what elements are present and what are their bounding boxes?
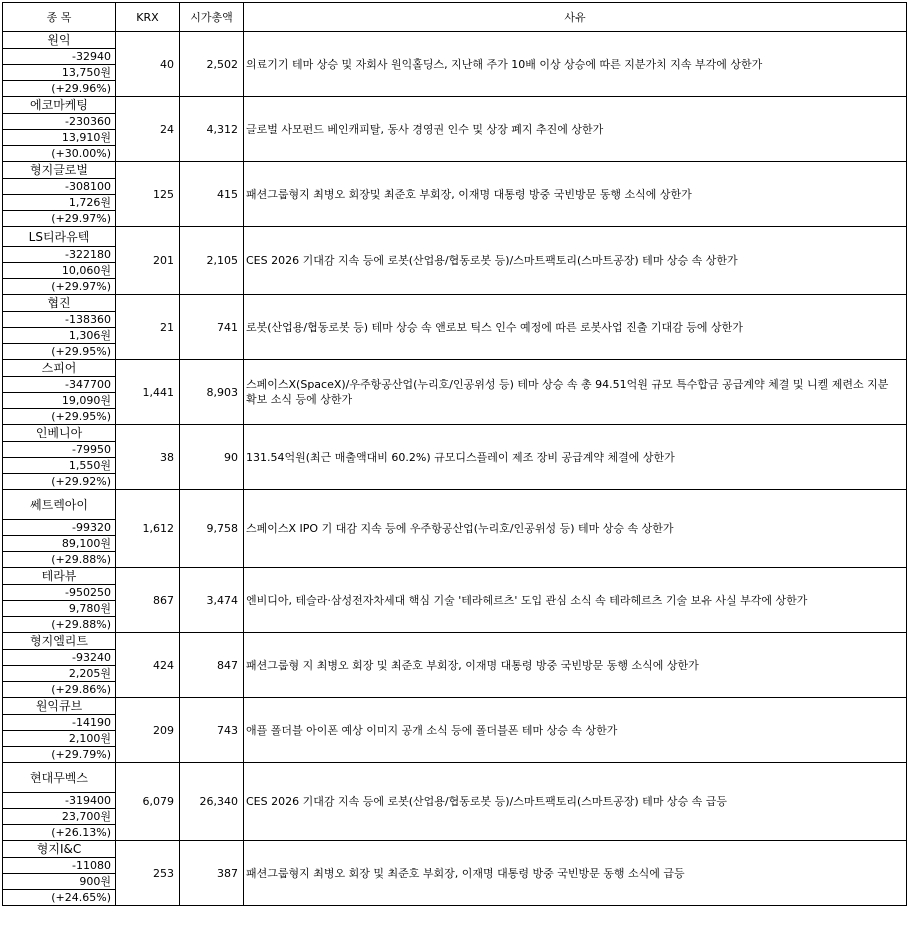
stock-name: 현대무벡스 <box>3 763 115 793</box>
stock-price: 1,550원 <box>3 458 115 474</box>
stock-cell <box>3 295 116 360</box>
market-cap-value: 2,502 <box>180 32 244 97</box>
table-row <box>3 227 907 295</box>
stock-code: -11080 <box>3 858 115 874</box>
stock-change: (+30.00%) <box>51 147 111 160</box>
stock-change: (+29.88%) <box>51 618 111 631</box>
market-cap-value: 3,474 <box>180 568 244 633</box>
stock-name: 형지엘리트 <box>3 633 115 650</box>
stock-name: 테라뷰 <box>3 568 115 585</box>
market-cap-value: 2,105 <box>180 227 244 295</box>
stock-code: -93240 <box>3 650 115 666</box>
krx-value: 6,079 <box>116 763 180 841</box>
reason-text: 스페이스X IPO 기 대감 지속 등에 우주항공산업(누리호/인공위성 등) 테마 상승 속 상한가 <box>244 490 907 568</box>
stock-code: -138360 <box>3 312 115 328</box>
reason-text: 131.54억원(최근 매출액대비 60.2%) 규모디스플레이 제조 장비 공급계약 체결에 상한가 <box>244 425 907 490</box>
krx-value: 125 <box>116 162 180 227</box>
market-cap-value: 387 <box>180 841 244 906</box>
stock-change: (+29.88%) <box>51 553 111 566</box>
stock-name: 형지I&C <box>3 841 115 858</box>
table-row <box>3 633 907 698</box>
stock-change: (+29.95%) <box>51 345 111 358</box>
table-row <box>3 97 907 162</box>
stock-change: (+29.97%) <box>51 280 111 293</box>
stock-code: -308100 <box>3 179 115 195</box>
stock-code: -319400 <box>3 793 115 809</box>
stock-cell <box>3 568 116 633</box>
krx-value: 24 <box>116 97 180 162</box>
header-krx: KRX <box>116 3 180 32</box>
table-row <box>3 295 907 360</box>
stock-code: -32940 <box>3 49 115 65</box>
header-row <box>3 3 907 32</box>
reason-text: 엔비디아, 테슬라·삼성전자차세대 핵심 기술 '테라헤르츠' 도입 관심 소식 속 테라헤르츠 기술 보유 사실 부각에 상한가 <box>244 568 907 633</box>
stock-price: 19,090원 <box>3 393 115 409</box>
reason-text: 애플 폴더블 아이폰 예상 이미지 공개 소식 등에 폴더블폰 테마 상승 속 상한가 <box>244 698 907 763</box>
stock-price: 1,306원 <box>3 328 115 344</box>
stock-price: 900원 <box>3 874 115 890</box>
table-row <box>3 698 907 763</box>
header-market-cap: 시가총액 <box>180 3 244 32</box>
krx-value: 40 <box>116 32 180 97</box>
stock-price: 2,205원 <box>3 666 115 682</box>
market-cap-value: 847 <box>180 633 244 698</box>
stock-change: (+29.95%) <box>51 410 111 423</box>
reason-text: 스페이스X(SpaceX)/우주항공산업(누리호/인공위성 등) 테마 상승 속 총 94.51억원 규모 특수합금 공급계약 체결 및 니켈 제련소 지분 확보 소식 등에 상한가 <box>244 360 907 425</box>
krx-value: 867 <box>116 568 180 633</box>
stock-name: 인베니아 <box>3 425 115 442</box>
market-cap-value: 90 <box>180 425 244 490</box>
stock-name: LS티라유텍 <box>3 227 115 247</box>
table-row <box>3 841 907 906</box>
table-body <box>3 32 907 906</box>
stock-price: 2,100원 <box>3 731 115 747</box>
stock-code: -322180 <box>3 247 115 263</box>
stock-name: 협진 <box>3 295 115 312</box>
market-cap-value: 8,903 <box>180 360 244 425</box>
reason-text: CES 2026 기대감 지속 등에 로봇(산업용/협동로봇 등)/스마트팩토리(스마트공장) 테마 상승 속 급등 <box>244 763 907 841</box>
table-row <box>3 490 907 568</box>
stock-cell <box>3 841 116 906</box>
market-cap-value: 741 <box>180 295 244 360</box>
stock-change: (+29.92%) <box>51 475 111 488</box>
stock-change: (+29.96%) <box>51 82 111 95</box>
stock-cell <box>3 633 116 698</box>
market-cap-value: 743 <box>180 698 244 763</box>
stock-code: -950250 <box>3 585 115 601</box>
stock-change: (+29.86%) <box>51 683 111 696</box>
reason-text: 의료기기 테마 상승 및 자회사 원익홀딩스, 지난해 주가 10배 이상 상승에 따른 지분가치 지속 부각에 상한가 <box>244 32 907 97</box>
stock-price: 10,060원 <box>3 263 115 279</box>
stock-code: -99320 <box>3 520 115 536</box>
stock-price: 23,700원 <box>3 809 115 825</box>
stock-change: (+29.79%) <box>51 748 111 761</box>
table-row <box>3 360 907 425</box>
reason-text: CES 2026 기대감 지속 등에 로봇(산업용/협동로봇 등)/스마트팩토리(스마트공장) 테마 상승 속 상한가 <box>244 227 907 295</box>
krx-value: 21 <box>116 295 180 360</box>
market-cap-value: 415 <box>180 162 244 227</box>
stock-price: 13,750원 <box>3 65 115 81</box>
stock-name: 쎄트렉아이 <box>3 490 115 520</box>
header-stock: 종 목 <box>3 3 116 32</box>
stock-code: -79950 <box>3 442 115 458</box>
stock-cell <box>3 425 116 490</box>
market-cap-value: 9,758 <box>180 490 244 568</box>
stock-cell <box>3 490 116 568</box>
header-reason: 사유 <box>244 3 907 32</box>
reason-text: 패션그룹형지 최병오 회장및 최준호 부회장, 이재명 대통령 방중 국빈방문 동행 소식에 상한가 <box>244 162 907 227</box>
stock-cell <box>3 360 116 425</box>
stock-code: -347700 <box>3 377 115 393</box>
krx-value: 201 <box>116 227 180 295</box>
table-row <box>3 568 907 633</box>
stock-change: (+29.97%) <box>51 212 111 225</box>
reason-text: 패션그룹형지 최병오 회장 및 최준호 부회장, 이재명 대통령 방중 국빈방문 동행 소식에 급등 <box>244 841 907 906</box>
stock-price: 89,100원 <box>3 536 115 552</box>
table-row <box>3 763 907 841</box>
market-cap-value: 4,312 <box>180 97 244 162</box>
stock-price: 13,910원 <box>3 130 115 146</box>
stock-name: 원익 <box>3 32 115 49</box>
stock-name: 에코마케팅 <box>3 97 115 114</box>
krx-value: 38 <box>116 425 180 490</box>
table-row <box>3 162 907 227</box>
stock-cell <box>3 763 116 841</box>
stock-price: 1,726원 <box>3 195 115 211</box>
stock-code: -14190 <box>3 715 115 731</box>
krx-value: 424 <box>116 633 180 698</box>
krx-value: 209 <box>116 698 180 763</box>
krx-value: 1,441 <box>116 360 180 425</box>
krx-value: 253 <box>116 841 180 906</box>
stock-cell <box>3 698 116 763</box>
stock-change: (+24.65%) <box>51 891 111 904</box>
stock-price: 9,780원 <box>3 601 115 617</box>
stock-table <box>2 2 907 906</box>
stock-change: (+26.13%) <box>51 826 111 839</box>
table-row <box>3 425 907 490</box>
stock-cell <box>3 97 116 162</box>
stock-cell <box>3 32 116 97</box>
stock-cell <box>3 162 116 227</box>
stock-name: 원익큐브 <box>3 698 115 715</box>
stock-cell <box>3 227 116 295</box>
table-row <box>3 32 907 97</box>
reason-text: 패션그룹형 지 최병오 회장 및 최준호 부회장, 이재명 대통령 방중 국빈방문 동행 소식에 상한가 <box>244 633 907 698</box>
reason-text: 로봇(산업용/협동로봇 등) 테마 상승 속 앤로보 틱스 인수 예정에 따른 로봇사업 진출 기대감 등에 상한가 <box>244 295 907 360</box>
stock-name: 스피어 <box>3 360 115 377</box>
market-cap-value: 26,340 <box>180 763 244 841</box>
reason-text: 글로벌 사모펀드 베인캐피탈, 동사 경영권 인수 및 상장 폐지 추진에 상한가 <box>244 97 907 162</box>
stock-code: -230360 <box>3 114 115 130</box>
stock-name: 형지글로벌 <box>3 162 115 179</box>
krx-value: 1,612 <box>116 490 180 568</box>
